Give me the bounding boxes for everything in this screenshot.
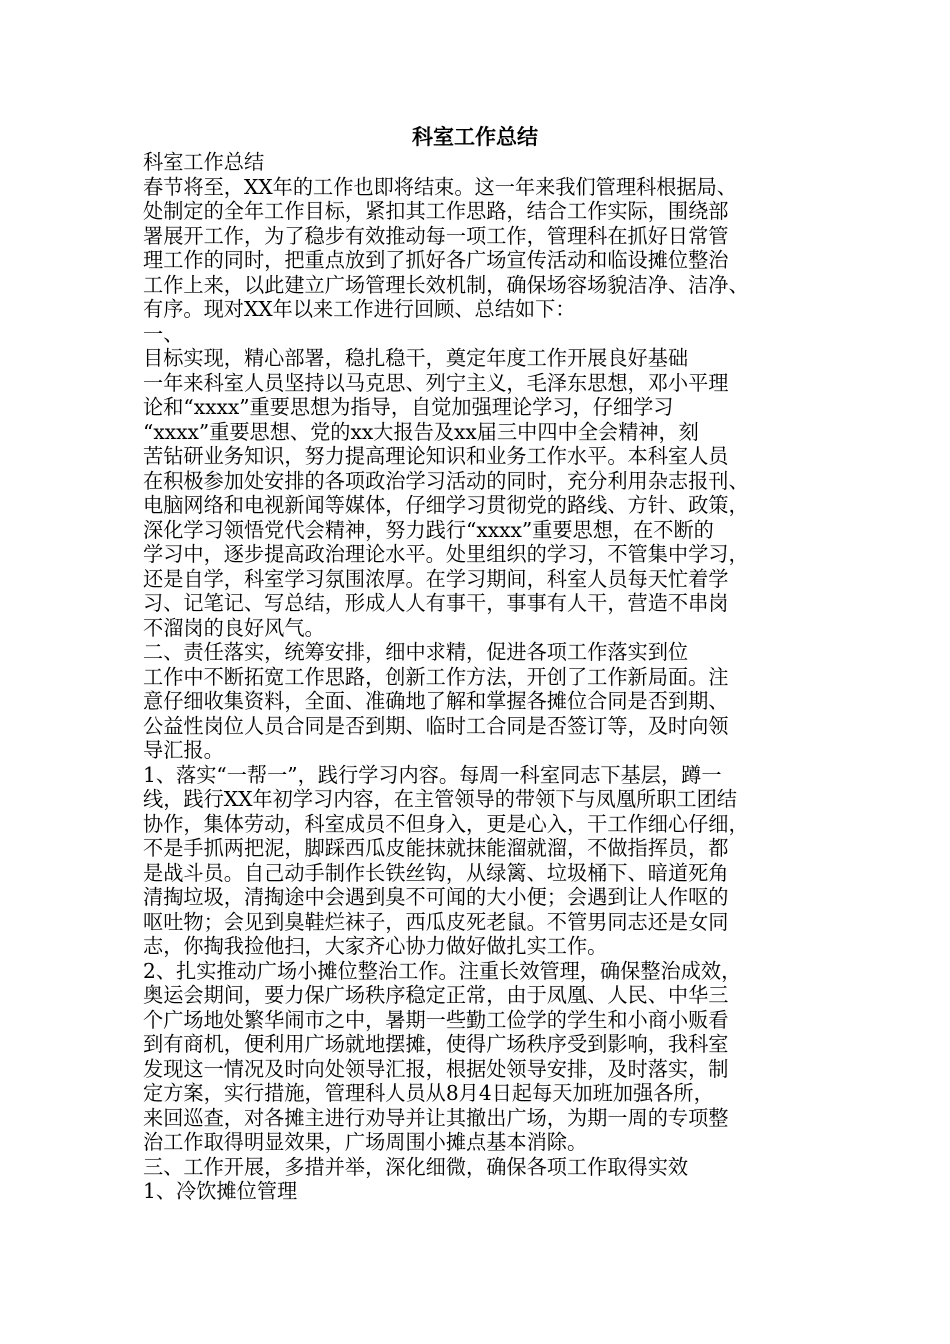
text-line: 清掏垃圾，清掏途中会遇到臭不可闻的大小便；会遇到让人作呕的 bbox=[143, 885, 729, 909]
text-line: 不溜岗的良好风气。 bbox=[143, 615, 325, 640]
text-line: 不是手抓两把泥，脚踩西瓜皮能抹就抹能溜就溜，不做指挥员，都 bbox=[143, 836, 729, 860]
text-line: 还是自学，科室学习氛围浓厚。在学习期间，科室人员每天忙着学 bbox=[143, 566, 729, 591]
text-line: 处制定的全年工作目标，紧扣其工作思路，结合工作实际，围绕部 bbox=[143, 199, 729, 223]
text-line: 有序。现对XX年以来工作进行回顾、总结如下： bbox=[143, 297, 576, 321]
text-line: 在积极参加处安排的各项政治学习活动的同时，充分利用杂志报刊、 bbox=[143, 468, 749, 493]
text-line: 深化学习领悟党代会精神，努力践行“xxxx”重要思想，在不断的 bbox=[143, 517, 714, 542]
document-body bbox=[143, 150, 823, 1204]
text-line: 二、责任落实，统筹安排，细中求精，促进各项工作落实到位 bbox=[143, 640, 689, 664]
text-line: 电脑网络和电视新闻等媒体，仔细学习贯彻党的路线、方针、政策， bbox=[143, 493, 749, 517]
text-line: 苦钻研业务知识，努力提高理论知识和业务工作水平。本科室人员 bbox=[143, 444, 729, 468]
text-line: 定方案，实行措施，管理科人员从8月4日起每天加班加强各所， bbox=[143, 1081, 714, 1105]
text-line: 论和“xxxx”重要思想为指导，自觉加强理论学习，仔细学习 bbox=[143, 395, 674, 419]
text-line: 线，践行XX年初学习内容，在主管领导的带领下与凤凰所职工团结 bbox=[143, 787, 737, 811]
document-title: 科室工作总结 bbox=[412, 124, 538, 149]
text-line: 工作上来，以此建立广场管理长效机制，确保场容场貌洁净、洁净、 bbox=[143, 272, 749, 297]
text-line: “xxxx”重要思想、党的xx大报告及xx届三中四中全会精神，刻 bbox=[143, 419, 699, 444]
text-line: 三、工作开展，多措并举，深化细微，确保各项工作取得实效 bbox=[143, 1154, 689, 1179]
text-line: 一年来科室人员坚持以马克思、列宁主义，毛泽东思想，邓小平理 bbox=[143, 370, 729, 395]
text-line: 导汇报。 bbox=[143, 738, 224, 762]
text-line: 协作，集体劳动，科室成员不但身入，更是心入，干工作细心仔细， bbox=[143, 811, 749, 836]
text-line: 意仔细收集资料，全面、准确地了解和掌握各摊位合同是否到期、 bbox=[143, 689, 729, 713]
text-line: 学习中，逐步提高政治理论水平。处里组织的学习，不管集中学习， bbox=[143, 542, 749, 566]
text-line: 春节将至，XX年的工作也即将结束。这一年来我们管理科根据局、 bbox=[143, 174, 737, 199]
text-line: 公益性岗位人员合同是否到期、临时工合同是否签订等，及时向领 bbox=[143, 713, 729, 738]
text-line: 来回巡查，对各摊主进行劝导并让其撤出广场，为期一周的专项整 bbox=[143, 1105, 729, 1130]
text-line: 工作中不断拓宽工作思路，创新工作方法，开创了工作新局面。注 bbox=[143, 664, 729, 689]
text-line: 奥运会期间，要力保广场秩序稳定正常，由于凤凰、人民、中华三 bbox=[143, 983, 729, 1007]
text-line: 志，你掏我捡他扫，大家齐心协力做好做扎实工作。 bbox=[143, 934, 608, 958]
text-line: 到有商机，便利用广场就地摆摊，使得广场秩序受到影响，我科室 bbox=[143, 1032, 729, 1056]
text-line: 个广场地处繁华闹市之中，暑期一些勤工俭学的学生和小商小贩看 bbox=[143, 1007, 729, 1032]
text-line: 科室工作总结 bbox=[143, 150, 265, 174]
text-line: 理工作的同时，把重点放到了抓好各广场宣传活动和临设摊位整治 bbox=[143, 248, 729, 272]
text-line: 是战斗员。自己动手制作长铁丝钩，从绿篱、垃圾桶下、暗道死角 bbox=[143, 860, 729, 885]
text-line: 发现这一情况及时向处领导汇报，根据处领导安排，及时落实，制 bbox=[143, 1056, 729, 1081]
text-line: 1、落实“一帮一”，践行学习内容。每周一科室同志下基层，蹲一 bbox=[143, 762, 722, 787]
text-line: 1、冷饮摊位管理 bbox=[143, 1179, 298, 1203]
text-line: 呕吐物；会见到臭鞋烂袜子，西瓜皮死老鼠。不管男同志还是女同 bbox=[143, 909, 729, 934]
text-line: 治工作取得明显效果，广场周围小摊点基本消除。 bbox=[143, 1130, 588, 1154]
text-line: 一、 bbox=[143, 321, 184, 346]
text-line: 习、记笔记、写总结，形成人人有事干，事事有人干，营造不串岗 bbox=[143, 591, 729, 615]
text-line: 署展开工作，为了稳步有效推动每一项工作，管理科在抓好日常管 bbox=[143, 223, 729, 248]
text-line: 目标实现，精心部署，稳扎稳干，奠定年度工作开展良好基础 bbox=[143, 346, 689, 370]
text-line: 2、扎实推动广场小摊位整治工作。注重长效管理，确保整治成效， bbox=[143, 958, 742, 983]
